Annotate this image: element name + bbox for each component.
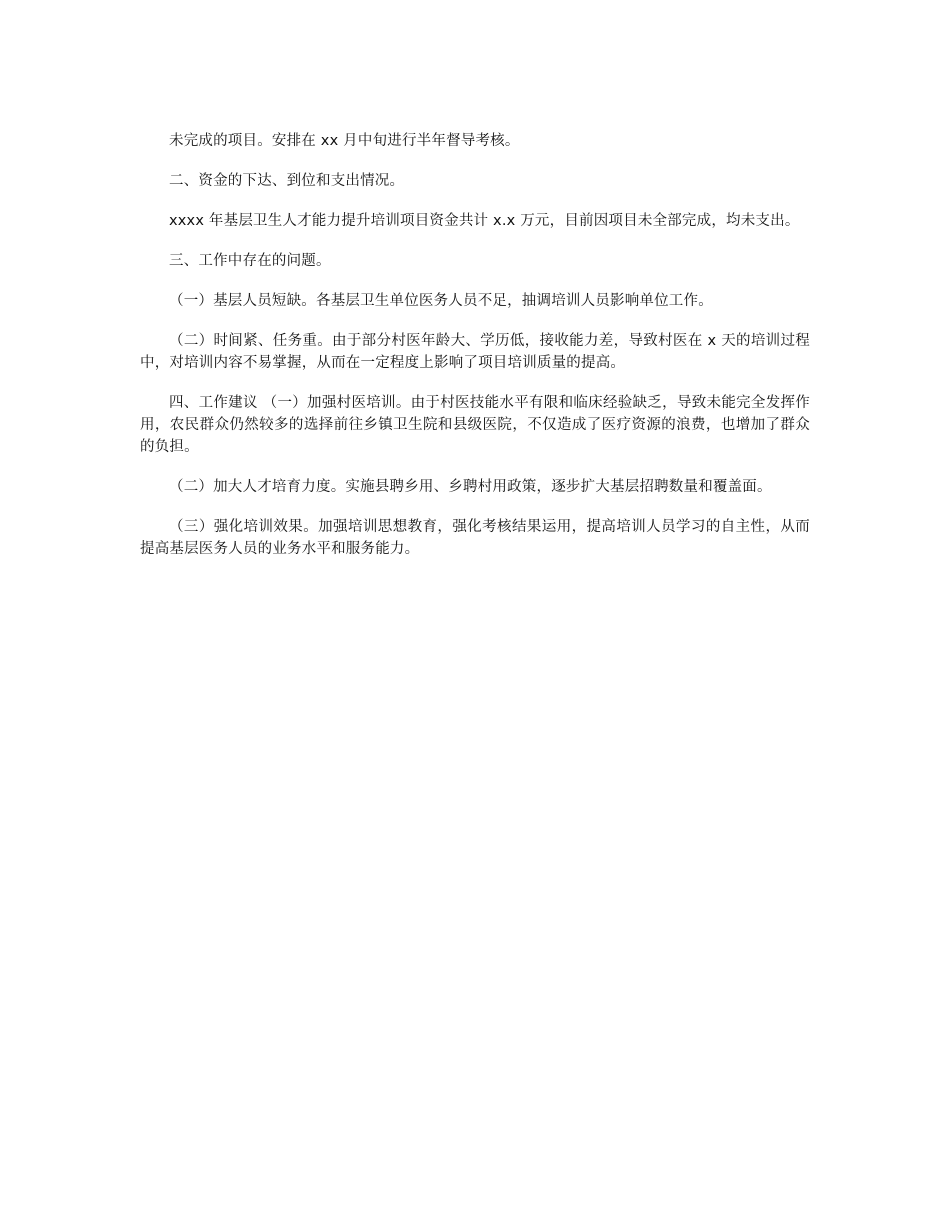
- paragraph-suggestion-2: （二）加大人才培育力度。实施县聘乡用、乡聘村用政策，逐步扩大基层招聘数量和覆盖面。: [169, 479, 772, 495]
- document-page: [140, 130, 810, 578]
- paragraph-suggestion-1: 四、工作建议 （一）加强村医培训。由于村医技能水平有限和临床经验缺乏，导致未能完全发挥作用，农民群众仍然较多的选择前往乡镇卫生院和县级医院，不仅造成了医疗资源的浪费，也增加了群众的负担。: [140, 395, 810, 455]
- paragraph-problem-1: （一）基层人员短缺。各基层卫生单位医务人员不足，抽调培训人员影响单位工作。: [169, 293, 713, 309]
- paragraph-problem-2: （二）时间紧、任务重。由于部分村医年龄大、学历低，接收能力差，导致村医在 x 天的培训过程中，对培训内容不易掌握，从而在一定程度上影响了项目培训质量的提高。: [140, 333, 810, 371]
- paragraph-suggestion-3: （三）强化培训效果。加强培训思想教育，强化考核结果运用，提高培训人员学习的自主性，从而提高基层医务人员的业务水平和服务能力。: [140, 519, 810, 557]
- paragraph-continuation: 未完成的项目。安排在 xx 月中旬进行半年督导考核。: [169, 133, 520, 149]
- section-heading-problems: 三、工作中存在的问题。: [169, 253, 331, 269]
- paragraph-funds: xxxx 年基层卫生人才能力提升培训项目资金共计 x.x 万元，目前因项目未全部完成，均未支出。: [169, 213, 800, 229]
- section-heading-funds: 二、资金的下达、到位和支出情况。: [169, 173, 405, 189]
